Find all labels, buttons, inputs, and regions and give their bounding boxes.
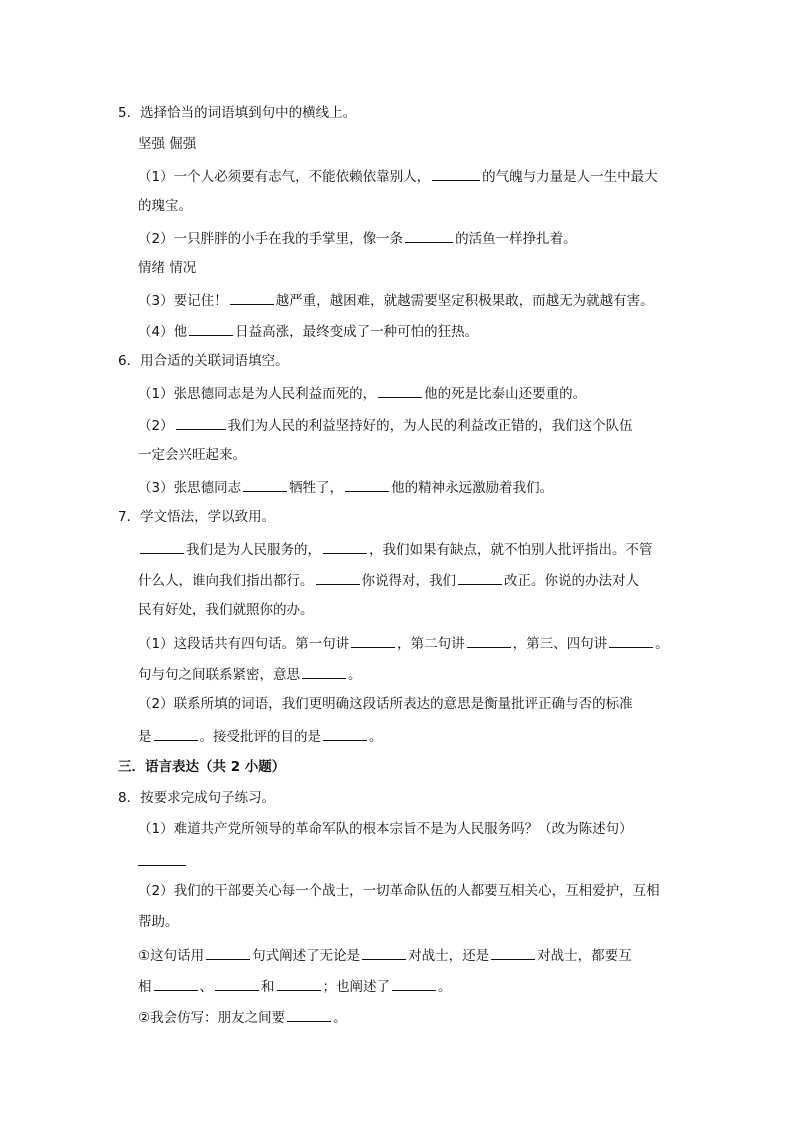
answer-blank[interactable] (323, 726, 367, 741)
q6-title-text: 6．用合适的关联词语填空。 (118, 353, 289, 369)
q5-sentence-4 (138, 321, 478, 341)
answer-blank[interactable] (140, 539, 184, 554)
answer-blank[interactable] (467, 633, 511, 648)
q5-words1-text: 坚强 倔强 (138, 136, 197, 152)
q5-sentence-3 (138, 290, 654, 310)
answer-blank[interactable] (392, 976, 436, 991)
answer-blank[interactable] (302, 664, 346, 679)
q7-title (118, 508, 275, 526)
q5-s1-part-a: （1）一个人必须要有志气，不能依赖依靠别人， (138, 169, 431, 185)
q6-s2-part-b: 我们为人民的利益坚持好的，为人民的利益改正错的，我们这个队伍 (227, 418, 633, 434)
q5-s1-part-c: 的瑰宝。 (138, 198, 192, 214)
q6-s2-part-c: 一定会兴旺起来。 (138, 447, 246, 463)
answer-blank[interactable] (316, 570, 360, 585)
q5-words2-text: 情绪 情况 (138, 260, 197, 276)
q8-c1-part-a: ①这句话用 (138, 948, 205, 964)
q8-s2-part-a: （2）我们的干部要关心每一个战士，一切革命队伍的人都要互相关心，互相爱护，互相 (138, 883, 660, 899)
q7-passage-line-3 (138, 601, 314, 619)
answer-blank[interactable] (277, 976, 321, 991)
q6-sentence-2-cont (138, 446, 246, 464)
q7-question-1-cont (138, 664, 362, 684)
answer-blank[interactable] (189, 321, 233, 336)
answer-blank[interactable] (138, 851, 186, 866)
q6-s3-part-a: （3）张思德同志 (138, 480, 242, 496)
q8-c2-part-d: ；也阐述了 (322, 979, 390, 995)
q5-s2-part-b: 的活鱼一样挣扎着。 (455, 231, 577, 247)
answer-blank[interactable] (323, 539, 367, 554)
q7-p2-part-b: 你说得对，我们 (361, 573, 456, 589)
q7-p2-part-c: 改正。你说的办法对人 (504, 573, 639, 589)
q8-c2-part-a: 相 (138, 979, 152, 995)
q8-sub-question-1-cont (138, 976, 452, 996)
q5-s3-part-b: 越严重，越困难，就越需要坚定积极果敢，而越无为就越有害。 (275, 293, 654, 309)
q7-p2-part-a: 什么人，谁向我们指出都行。 (138, 573, 314, 589)
q8-title-text: 8．按要求完成句子练习。 (118, 790, 276, 806)
q7-q1-part-f: 。 (348, 667, 362, 683)
answer-blank[interactable] (215, 976, 259, 991)
answer-blank[interactable] (176, 415, 226, 430)
q8-c2-part-c: 和 (261, 979, 275, 995)
q7-q1-part-a: （1）这段话共有四句话。第一句讲 (138, 636, 350, 652)
q7-passage-line-1 (138, 539, 653, 559)
q8-c3-part-b: 。 (333, 1010, 347, 1026)
q5-word-choices-2 (138, 259, 196, 277)
q8-c1-part-b: 句式阐述了无论是 (252, 948, 361, 964)
q6-s1-part-b: 他的死是比泰山还要重的。 (424, 386, 587, 402)
q7-q2-part-b: 是 (138, 729, 152, 745)
answer-blank[interactable] (345, 477, 389, 492)
q8-c3-part-a: ②我会仿写：朋友之间要 (138, 1010, 286, 1026)
q5-title (118, 104, 356, 122)
q7-question-2 (138, 695, 633, 713)
answer-blank[interactable] (154, 976, 198, 991)
q7-p1-part-b: 我们是为人民服务的， (186, 542, 321, 558)
q7-q2-part-a: （2）联系所填的词语，我们更明确这段话所表达的意思是衡量批评正确与否的标准 (138, 696, 633, 712)
q7-q2-part-d: 。 (369, 729, 383, 745)
q7-p3-text: 民有好处，我们就照你的办。 (138, 602, 314, 618)
answer-blank[interactable] (206, 945, 250, 960)
q6-sentence-1 (138, 383, 586, 403)
q6-s2-part-a: （2） (138, 418, 174, 434)
answer-blank[interactable] (491, 945, 535, 960)
q8-sub-question-1 (138, 945, 632, 965)
q7-p1-part-c: ，我们如果有缺点，就不怕别人批评指出。不管 (369, 542, 653, 558)
section-3-heading (118, 758, 285, 776)
q5-sentence-1 (138, 166, 658, 186)
q8-sub-question-2 (138, 1007, 347, 1027)
q6-title (118, 352, 289, 370)
answer-blank[interactable] (458, 570, 502, 585)
q8-sentence-1 (138, 820, 633, 838)
q7-q1-part-c: ，第三、四句讲 (512, 636, 608, 652)
q5-s4-part-b: 日益高涨，最终变成了一种可怕的狂热。 (235, 324, 479, 340)
answer-blank[interactable] (230, 290, 274, 305)
q7-passage-line-2 (138, 570, 639, 590)
q7-q1-part-e: 句与句之间联系紧密，意思 (138, 667, 300, 683)
answer-blank[interactable] (405, 228, 453, 243)
answer-blank[interactable] (287, 1007, 331, 1022)
q7-question-1 (138, 633, 669, 653)
q7-question-2-cont (138, 726, 383, 746)
q8-sentence-2-cont (138, 913, 179, 931)
q8-sentence-2 (138, 882, 660, 900)
q6-s3-part-c: 他的精神永远激励着我们。 (391, 480, 554, 496)
q6-sentence-2 (138, 415, 633, 435)
q8-c2-part-b: 、 (199, 979, 213, 995)
q8-s2-part-b: 帮助。 (138, 914, 179, 930)
q5-s1-part-b: 的气魄与力量是人一生中最大 (482, 169, 658, 185)
q5-s4-part-a: （4）他 (138, 324, 188, 340)
q5-s3-part-a: （3）要记住！ (138, 293, 228, 309)
q6-s3-part-b: 牺牲了， (289, 480, 344, 496)
q5-word-choices-1 (138, 135, 196, 153)
q8-c1-part-d: 对战士，都要互 (537, 948, 632, 964)
answer-blank[interactable] (432, 166, 480, 181)
q5-title-text: 5．选择恰当的词语填到句中的横线上。 (118, 105, 357, 121)
q5-sentence-2 (138, 228, 577, 248)
q6-s1-part-a: （1）张思德同志是为人民利益而死的， (138, 386, 377, 402)
answer-blank[interactable] (362, 945, 406, 960)
q7-title-text: 7．学文悟法，学以致用。 (118, 509, 276, 525)
answer-blank[interactable] (243, 477, 287, 492)
q8-s1-text: （1）难道共产党所领导的革命军队的根本宗旨不是为人民服务吗？（改为陈述句） (138, 821, 633, 837)
q7-q1-part-d: 。 (655, 636, 669, 652)
q5-s2-part-a: （2）一只胖胖的小手在我的手掌里，像一条 (138, 231, 404, 247)
q8-c2-part-e: 。 (438, 979, 452, 995)
q7-q2-part-c: 。接受批评的目的是 (199, 729, 321, 745)
answer-blank[interactable] (609, 633, 653, 648)
answer-blank[interactable] (351, 633, 395, 648)
q6-sentence-3 (138, 477, 553, 497)
q8-title (118, 789, 275, 807)
answer-blank[interactable] (154, 726, 198, 741)
q8-c1-part-c: 对战士，还是 (408, 948, 490, 964)
answer-blank[interactable] (378, 383, 422, 398)
q7-q1-part-b: ，第二句讲 (397, 636, 465, 652)
q8-sentence-1-answer (138, 851, 188, 871)
q5-sentence-1-cont (138, 197, 192, 215)
section-3-title-text: 三．语言表达（共 2 小题） (118, 759, 286, 775)
